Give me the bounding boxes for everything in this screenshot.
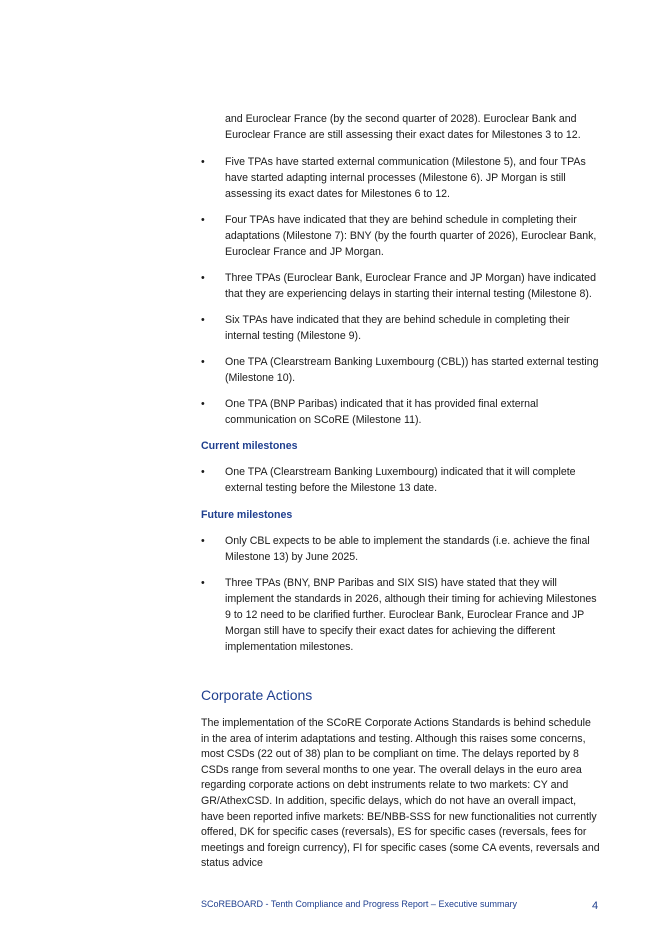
- page-number: 4: [592, 900, 599, 912]
- list-item-text: Three TPAs (Euroclear Bank, Euroclear France and JP Morgan) have indicated that they are experiencing delays in starting their internal testing (Milestone 8).: [225, 272, 596, 300]
- bullet-icon: •: [201, 156, 205, 168]
- list-item: [0, 270, 605, 302]
- bullet-icon: •: [201, 398, 205, 410]
- list-item-text: Only CBL expects to be able to implement the standards (i.e. achieve the final Milestone 13) by June 2025.: [225, 535, 590, 563]
- page-footer: SCoREBOARD - Tenth Compliance and Progress Report – Executive summary: [201, 899, 517, 909]
- bullet-icon: •: [201, 466, 205, 478]
- list-item-text: One TPA (Clearstream Banking Luxembourg) indicated that it will complete external testing before the Milestone 13 date.: [225, 466, 576, 494]
- section-title: Corporate Actions: [201, 687, 313, 703]
- list-item: [0, 396, 605, 428]
- bullet-icon: •: [201, 314, 205, 326]
- list-item: [0, 354, 605, 386]
- bullet-list-current: [0, 464, 662, 506]
- list-item: [0, 464, 605, 496]
- list-item: [0, 533, 605, 565]
- list-item: [0, 212, 605, 260]
- section-body-paragraph: The implementation of the SCoRE Corporate Actions Standards is behind schedule in the area of interim adaptations and testing. Although this raises some concerns, most CSDs (22 out of 38) plan to be compliant on time. The delays reported by 8 CSDs range from several months to one year. The overall delays in the euro area regarding corporate actions on debt instruments relate to two markets: CY and GR/AthexCSD. In addition, specific delays, which do not have an overall impact, have been reported infive markets: BE/NBB-SSS for new functionalities not currently offered, DK for specific cases (reversals), ES for specific cases (reversals, fees for meetings and foreign currency), FI for specific cases (some CA events, reversals and status advice: [201, 717, 600, 870]
- bullet-icon: •: [201, 356, 205, 368]
- list-item-text: One TPA (Clearstream Banking Luxembourg (CBL)) has started external testing (Milestone 10).: [225, 356, 599, 384]
- current-milestones-heading: Current milestones: [201, 440, 298, 452]
- bullet-icon: •: [201, 535, 205, 547]
- bullet-icon: •: [201, 577, 205, 589]
- bullet-icon: •: [201, 272, 205, 284]
- list-item-text: Five TPAs have started external communication (Milestone 5), and four TPAs have started adapting internal processes (Milestone 6). JP Morgan is still assessing its exact dates for Milestones 6 to 12.: [225, 156, 586, 200]
- list-item-text: Four TPAs have indicated that they are behind schedule in completing their adaptations (Milestone 7): BNY (by the fourth quarter of 2026), Euroclear Bank, Euroclear France and JP Morgan.: [225, 214, 597, 258]
- list-item: [0, 575, 605, 655]
- list-item-text: Six TPAs have indicated that they are behind schedule in completing their internal testing (Milestone 9).: [225, 314, 570, 342]
- list-item: [0, 312, 605, 344]
- list-item-text: Three TPAs (BNY, BNP Paribas and SIX SIS) have stated that they will implement the standards in 2026, although their timing for achieving Milestones 9 to 12 need to be clarified further. Euroclear Bank, Euroclear France and JP Morgan still have to specify their exact dates for achieving the different implementation milestones.: [225, 577, 597, 653]
- future-milestones-heading: Future milestones: [201, 509, 293, 521]
- list-item-text: One TPA (BNP Paribas) indicated that it has provided final external communication on SCoRE (Milestone 11).: [225, 398, 539, 426]
- continuation-paragraph: and Euroclear France (by the second quarter of 2028). Euroclear Bank and Euroclear France are still assessing their exact dates for Milestones 3 to 12.: [225, 113, 581, 141]
- bullet-icon: •: [201, 214, 205, 226]
- bullet-list-future: [0, 533, 662, 665]
- bullet-list-progress: [0, 154, 662, 438]
- list-item: [0, 154, 605, 202]
